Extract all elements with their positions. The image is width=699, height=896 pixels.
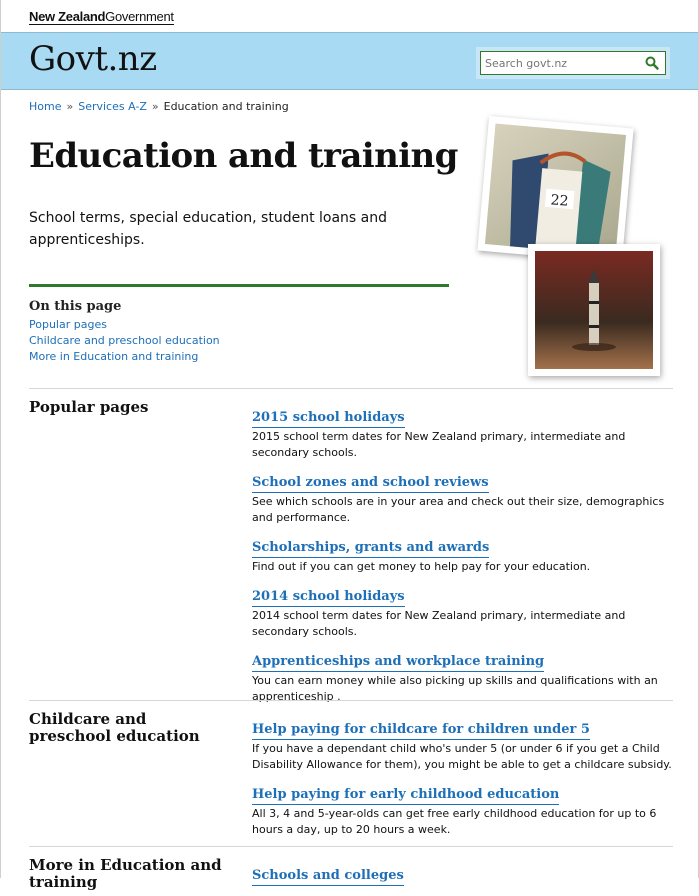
photo-crayon: [528, 244, 660, 376]
breadcrumb-home[interactable]: Home: [29, 100, 62, 113]
search-button[interactable]: [639, 52, 665, 74]
list-item: [252, 536, 672, 575]
item-description: Find out if you can get money to help pay for your education.: [252, 560, 591, 573]
search-box: [476, 47, 670, 79]
item-description: 2014 school term dates for New Zealand primary, intermediate and secondary schools.: [252, 609, 626, 638]
breadcrumb: [29, 100, 289, 113]
section-more: [29, 846, 673, 891]
page-title: Education and training: [29, 136, 458, 176]
breadcrumb-separator: »: [66, 100, 74, 113]
search-input[interactable]: [481, 52, 639, 74]
section-childcare: [29, 700, 673, 846]
photo-books: [477, 116, 633, 263]
section-popular-pages: [29, 388, 673, 703]
list-item: [252, 864, 672, 886]
item-description: 2015 school term dates for New Zealand primary, intermediate and secondary schools.: [252, 430, 626, 459]
section-title: Popular pages: [29, 398, 149, 416]
magnifier-icon: [645, 56, 659, 70]
top-bar: [1, 0, 698, 32]
item-description: See which schools are in your area and check out their size, demographics and performance.: [252, 495, 665, 524]
page-intro: School terms, special education, student loans and apprenticeships.: [29, 210, 387, 248]
section-title: Childcare and preschool education: [29, 710, 200, 745]
list-item: [252, 718, 672, 773]
item-description: You can earn money while also picking up skills and qualifications with an apprenticeship .: [252, 674, 658, 703]
item-link[interactable]: School zones and school reviews: [252, 474, 489, 493]
breadcrumb-current: Education and training: [163, 100, 289, 113]
item-description: If you have a dependant child who's under 5 (or under 6 if you get a Child Disability Allowance for them), you might be able to get a childcare subsidy.: [252, 742, 672, 771]
list-item: [252, 650, 672, 705]
list-item: [252, 471, 672, 526]
otp-link-more[interactable]: More in Education and training: [29, 350, 199, 363]
divider: [29, 284, 449, 287]
list-item: [252, 783, 672, 838]
on-this-page-list: [29, 317, 220, 365]
item-link[interactable]: Scholarships, grants and awards: [252, 539, 489, 558]
item-link[interactable]: 2015 school holidays: [252, 409, 405, 428]
breadcrumb-services[interactable]: Services A-Z: [78, 100, 147, 113]
item-description: All 3, 4 and 5-year-olds can get free early childhood education for up to 6 hours a day, up to 20 hours a week.: [252, 807, 657, 836]
list-item: [252, 406, 672, 461]
svg-text:22: 22: [549, 192, 570, 210]
govt-nz-logo[interactable]: Govt.nz: [29, 39, 157, 79]
item-link[interactable]: Help paying for early childhood education: [252, 786, 559, 805]
list-item: [252, 585, 672, 640]
on-this-page-title: On this page: [29, 299, 122, 314]
item-link[interactable]: Help paying for childcare for children under 5: [252, 721, 590, 740]
item-link[interactable]: 2014 school holidays: [252, 588, 405, 607]
masthead: [1, 32, 698, 90]
otp-link-popular[interactable]: Popular pages: [29, 318, 107, 331]
breadcrumb-separator: »: [151, 100, 159, 113]
otp-link-childcare[interactable]: Childcare and preschool education: [29, 334, 220, 347]
item-link[interactable]: Schools and colleges: [252, 867, 404, 886]
section-title: More in Education and training: [29, 856, 222, 891]
nz-government-logo[interactable]: New ZealandGovernment: [29, 9, 174, 24]
item-link[interactable]: Apprenticeships and workplace training: [252, 653, 544, 672]
